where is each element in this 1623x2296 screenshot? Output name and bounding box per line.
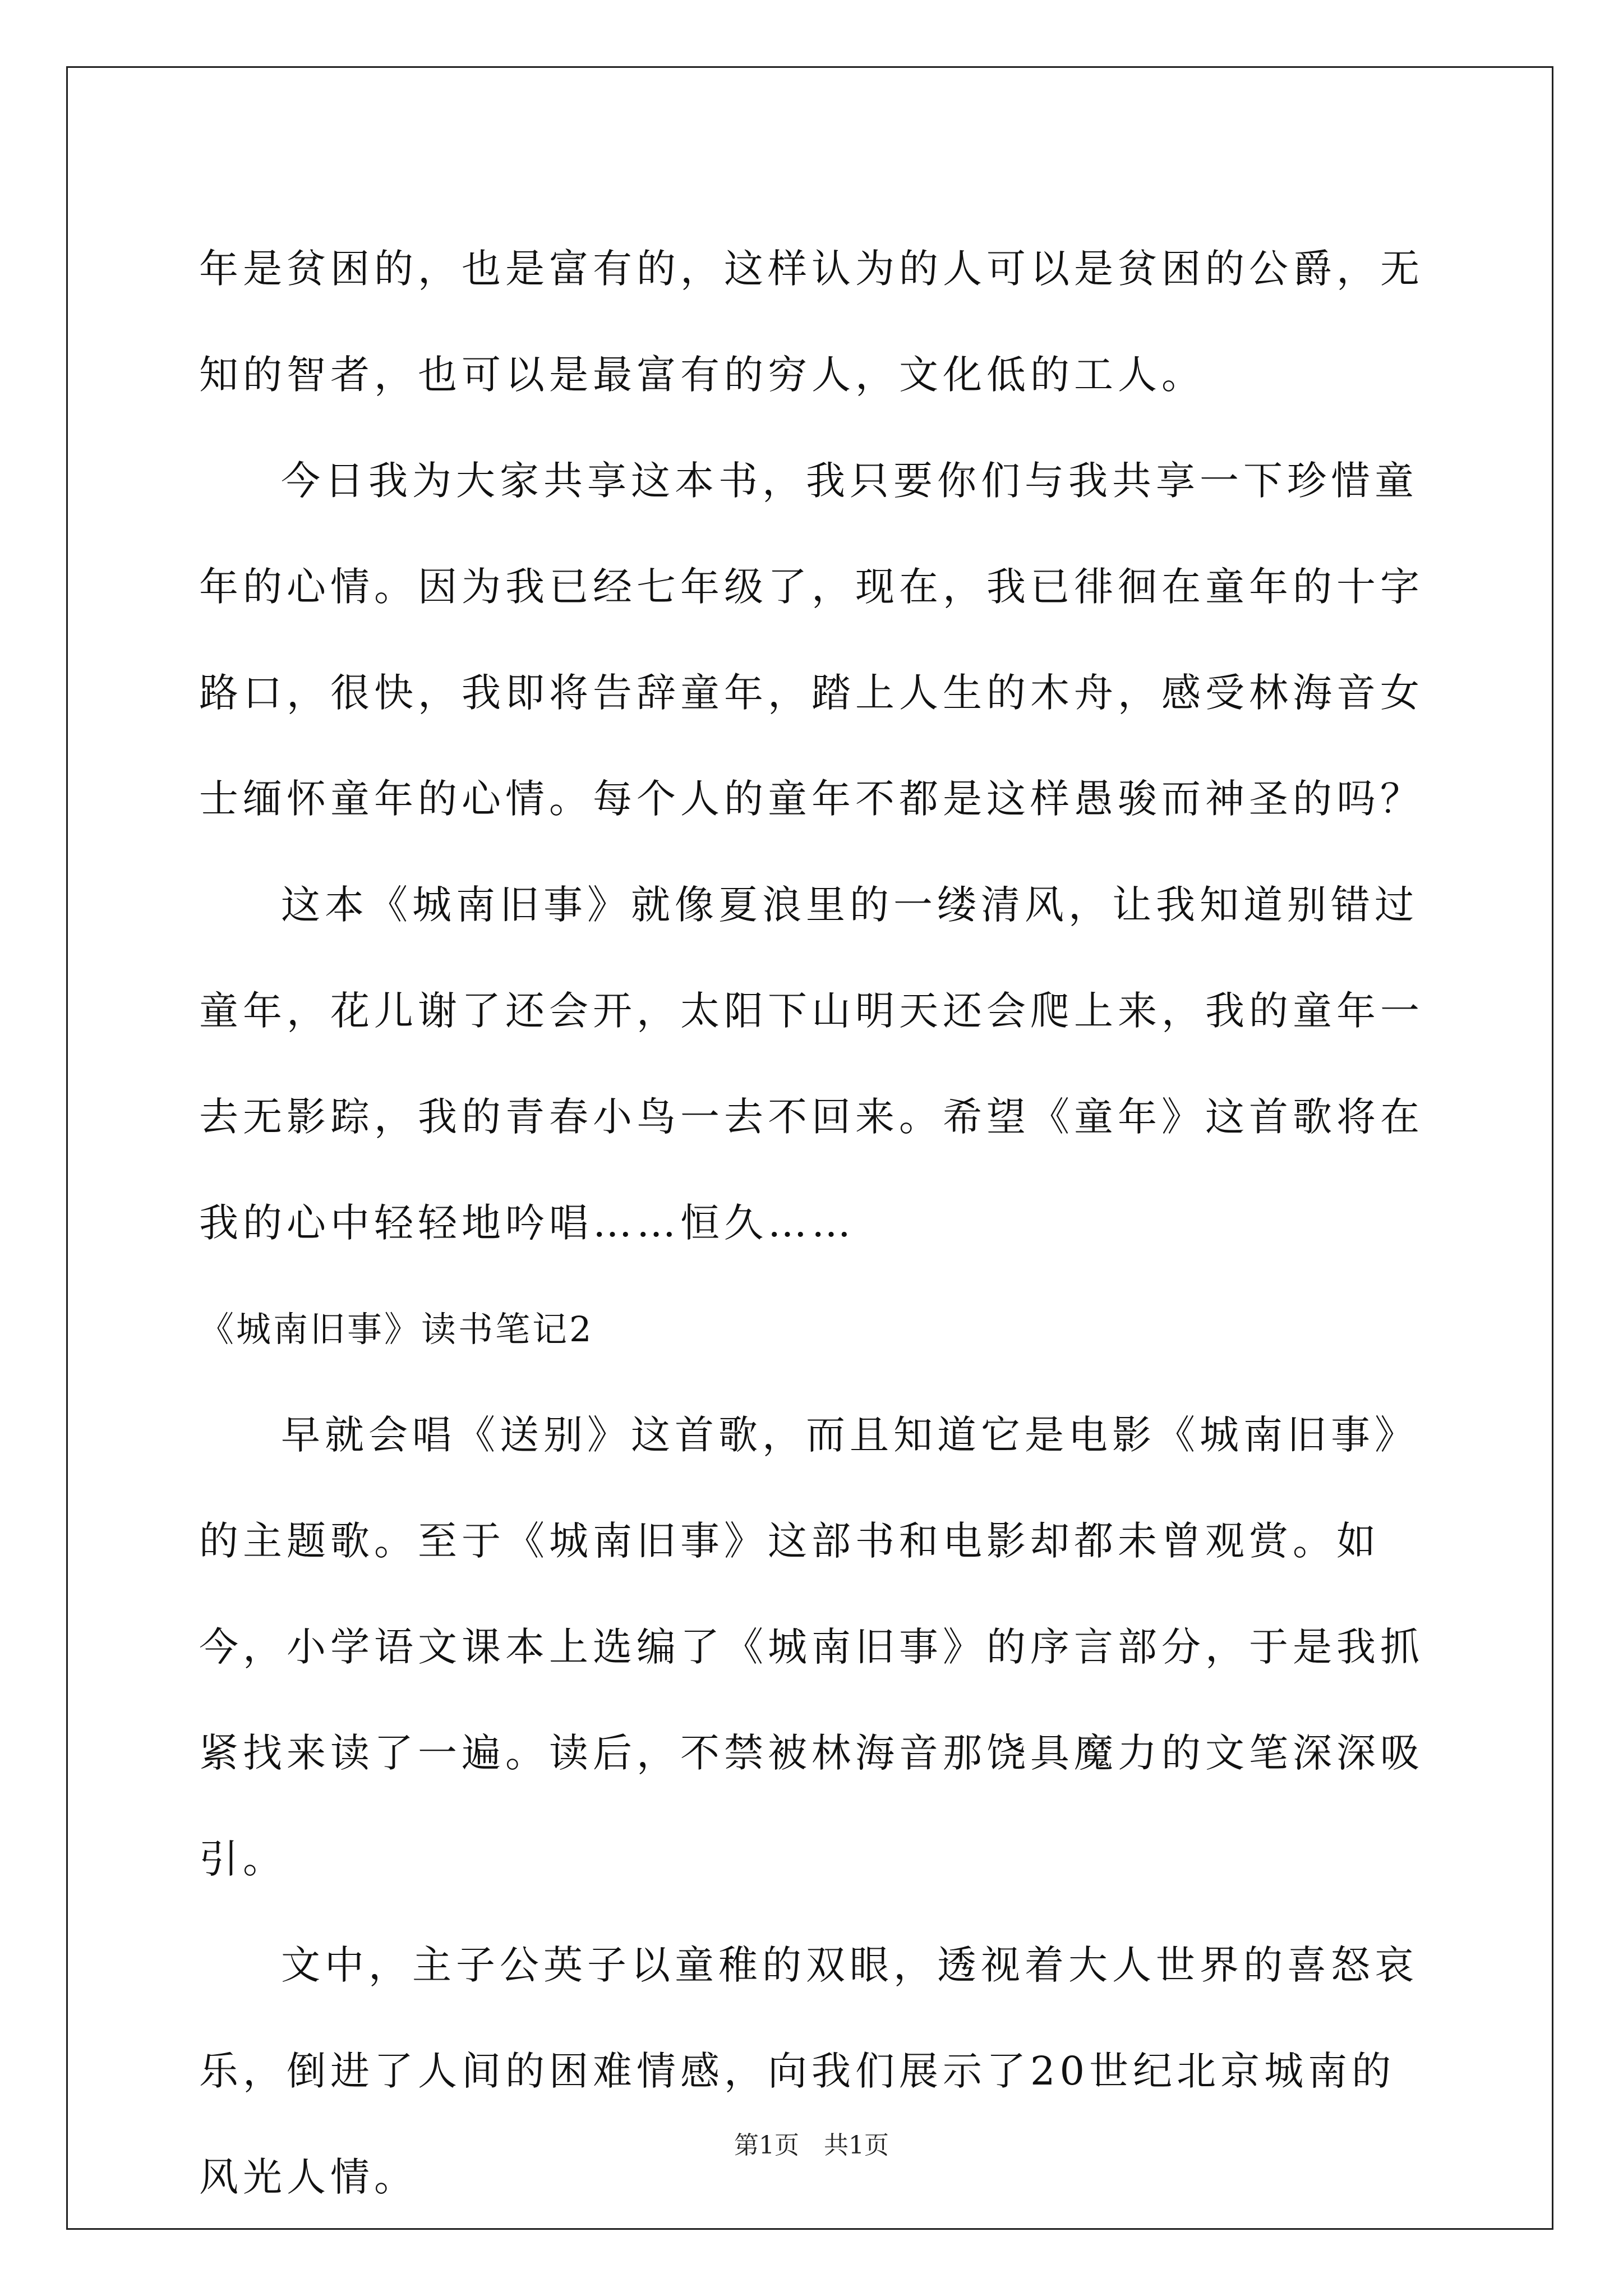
paragraph-sharing: 今日我为大家共享这本书，我只要你们与我共享一下珍惜童年的心情。因为我已经七年级了，现在，我已徘徊在童年的十字路口，很快，我即将告辞童年，踏上人生的木舟，感受林海音女士缅怀童年的心情。每个人的童年不都是这样愚骏而神圣的吗？ (199, 458, 1424, 822)
paragraph-yingzi: 文中，主子公英子以童稚的双眼，透视着大人世界的喜怒哀乐，倒进了人间的困难情感，向我们展示了20世纪北京城南的风光人情。 (199, 1942, 1418, 2200)
paragraph-song: 早就会唱《送别》这首歌，而且知道它是电影《城南旧事》的主题歌。至于《城南旧事》这部书和电影却都未曾观赏。如今，小学语文课本上选编了《城南旧事》的序言部分，于是我抓紧找来读了一遍。读后，不禁被林海音那饶具魔力的文笔深深吸引。 (199, 1412, 1424, 1882)
section-heading: 《城南旧事》读书笔记2 (199, 1309, 594, 1350)
page-footer: 第1页 共1页 (734, 2131, 889, 2160)
paragraph-breeze: 这本《城南旧事》就像夏浪里的一缕清风，让我知道别错过童年，花儿谢了还会开，太阳下山明天还会爬上来，我的童年一去无影踪，我的青春小鸟一去不回来。希望《童年》这首歌将在我的心中轻轻地吟唱……恒久…… (199, 882, 1424, 1246)
paragraph-continued: 年是贫困的，也是富有的，这样认为的人可以是贫困的公爵，无知的智者，也可以是最富有的穷人，文化低的工人。 (199, 246, 1424, 398)
document-body (199, 216, 1433, 2230)
